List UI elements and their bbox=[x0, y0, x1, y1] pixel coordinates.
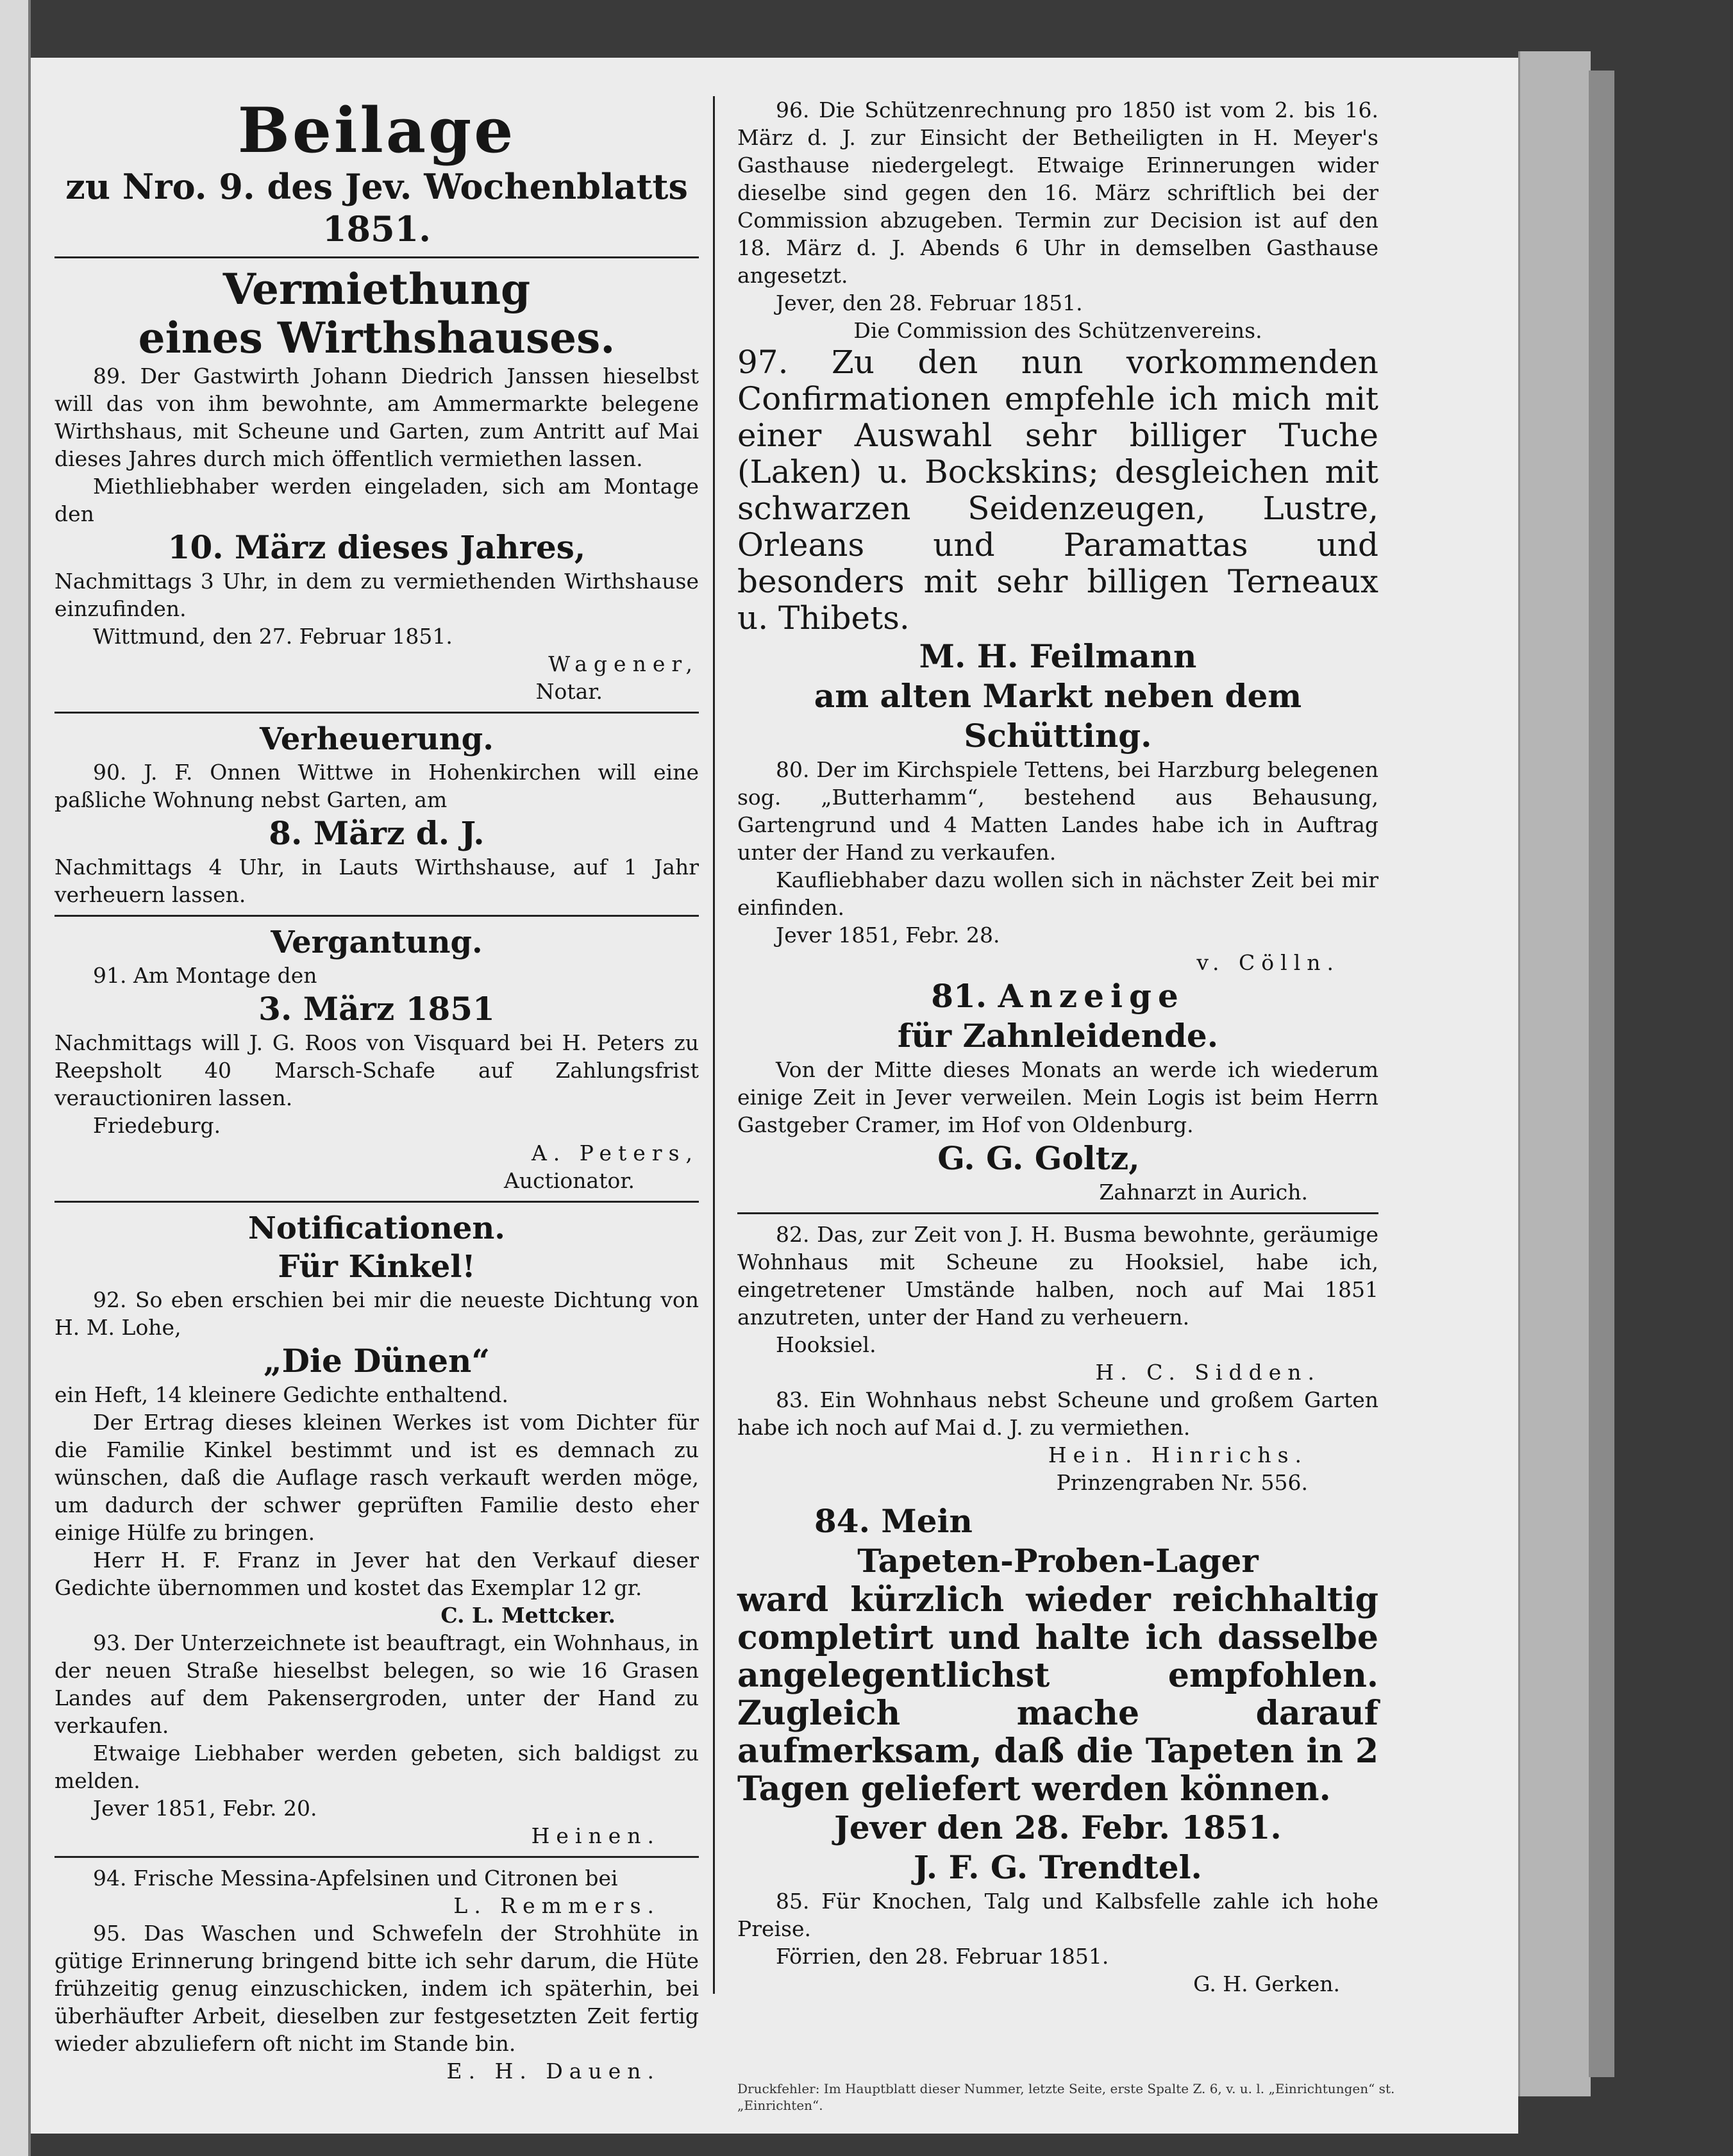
notice-92 bbox=[54, 1209, 699, 1629]
book-cover-edge bbox=[1589, 71, 1614, 2077]
notice-signature: Hein. Hinrichs. bbox=[1048, 1442, 1308, 1467]
page-subtitle: zu Nro. 9. des Jev. Wochenblatts 1851. bbox=[65, 166, 688, 249]
page-edge bbox=[1518, 51, 1591, 2096]
notice-role: Zahnarzt in Aurich. bbox=[1099, 1180, 1308, 1205]
notice-83 bbox=[737, 1386, 1378, 1496]
notice-85 bbox=[737, 1887, 1378, 1998]
notice-text: 94. Frische Messina-Apfelsinen und Citronen bei bbox=[93, 1866, 618, 1891]
notice-text: Von der Mitte dieses Monats an werde ich wiederum einige Zeit in Jever verweilen. Mein Logis ist beim Herrn Gastgeber Cramer, im Hof von Oldenburg. bbox=[737, 1057, 1378, 1137]
notice-95 bbox=[54, 1919, 699, 2085]
notice-place-date: Jever 1851, Febr. 20. bbox=[93, 1796, 317, 1821]
section-heading: Notificationen. bbox=[248, 1210, 505, 1246]
notice-text: Etwaige Liebhaber werden gebeten, sich baldigst zu melden. bbox=[54, 1741, 699, 1793]
notice-84 bbox=[737, 1501, 1378, 1887]
divider bbox=[54, 1856, 699, 1858]
right-column bbox=[737, 96, 1378, 1998]
notice-signature: v. Cölln. bbox=[1196, 950, 1340, 975]
column-divider bbox=[713, 96, 715, 1994]
divider bbox=[54, 1201, 699, 1203]
notice-89 bbox=[54, 265, 699, 705]
notice-heading: für Zahnleidende. bbox=[897, 1017, 1219, 1055]
advert-text: ward kürzlich wieder reichhaltig completirt und halte ich dasselbe angelegentlichst empfohlen. Zugleich mache darauf aufmerksam, daß die Tapeten in 2 Tagen geliefert werden können. bbox=[737, 1580, 1378, 1809]
notice-text: Herr H. F. Franz in Jever hat den Verkauf dieser Gedichte übernommen und kostet das Exemplar 12 gr. bbox=[54, 1548, 699, 1600]
notice-text: 80. Der im Kirchspiele Tettens, bei Harzburg belegenen sog. „Butterhamm“, bestehend aus Behausung, Gartengrund und 4 Matten Landes habe ich in Auftrag unter der Hand zu verkaufen. bbox=[737, 757, 1378, 865]
notice-text: 90. J. F. Onnen Wittwe in Hohenkirchen will eine paßliche Wohnung nebst Garten, am bbox=[54, 760, 699, 812]
notice-date: 8. März d. J. bbox=[269, 814, 485, 852]
notice-text: Miethliebhaber werden eingeladen, sich am Montage den bbox=[54, 474, 699, 526]
notice-place-date: Jever 1851, Febr. 28. bbox=[776, 923, 1000, 948]
notice-signature: H. C. Sidden. bbox=[1095, 1360, 1321, 1385]
errata-footer: Druckfehler: Im Hauptblatt dieser Nummer, letzte Seite, erste Spalte Z. 6, v. u. l. „Einrichtungen“ st. „Einrichten“. bbox=[737, 2081, 1395, 2113]
notice-heading: Vermiethung bbox=[222, 264, 531, 314]
advert-signature: M. H. Feilmann bbox=[919, 637, 1197, 675]
book-spine bbox=[0, 0, 31, 2156]
notice-text: 95. Das Waschen und Schwefeln der Strohhüte in gütige Erinnerung bringend bitte ich sehr darum, die Hüte frühzeitig genug einzuschicken, indem ich späterhin, bei überhäufter Arbeit, dieselben zur festgesetzten Zeit fertig wieder abzuliefern oft nicht im Stande bin. bbox=[54, 1921, 699, 2056]
notice-text: 92. So eben erschien bei mir die neueste Dichtung von H. M. Lohe, bbox=[54, 1287, 699, 1340]
notice-signature: G. H. Gerken. bbox=[1193, 1971, 1340, 1996]
notice-heading: eines Wirthshauses. bbox=[138, 313, 615, 363]
notice-91 bbox=[54, 923, 699, 1194]
notice-place-date: Jever, den 28. Februar 1851. bbox=[776, 290, 1083, 315]
notice-signature: G. G. Goltz, bbox=[937, 1139, 1140, 1177]
notice-96 bbox=[737, 96, 1378, 344]
notice-97 bbox=[737, 344, 1378, 756]
notice-heading bbox=[737, 976, 1378, 1016]
divider bbox=[737, 1212, 1378, 1214]
notice-heading: Für Kinkel! bbox=[278, 1249, 476, 1285]
notice-heading: Verheuerung. bbox=[260, 721, 494, 757]
notice-signature: E. H. Dauen. bbox=[446, 2059, 660, 2084]
notice-date: 10. März dieses Jahres, bbox=[167, 528, 586, 566]
notice-text: Nachmittags 4 Uhr, in Lauts Wirthshause, auf 1 Jahr verheuern lassen. bbox=[54, 855, 699, 907]
notice-role: Notar. bbox=[535, 679, 603, 704]
notice-signature: Heinen. bbox=[531, 1823, 660, 1848]
advert-address: am alten Markt neben dem Schütting. bbox=[814, 677, 1302, 755]
notice-date: 3. März 1851 bbox=[258, 990, 495, 1028]
notice-text: Nachmittags will J. G. Roos von Visquard bei H. Peters zu Reepsholt 40 Marsch-Schafe auf Zahlungsfrist verauctioniren lassen. bbox=[54, 1030, 699, 1110]
notice-place: Hooksiel. bbox=[776, 1332, 876, 1357]
notice-heading: Tapeten-Proben-Lager bbox=[857, 1542, 1259, 1580]
notice-number: 81. bbox=[931, 977, 987, 1015]
notice-heading-text: Anzeige bbox=[998, 977, 1185, 1015]
notice-place-date: Förrien, den 28. Februar 1851. bbox=[776, 1944, 1109, 1969]
book-title: „Die Dünen“ bbox=[263, 1342, 490, 1380]
notice-82 bbox=[737, 1221, 1378, 1386]
notice-address: Prinzengraben Nr. 556. bbox=[1056, 1470, 1308, 1495]
notice-text: Der Ertrag dieses kleinen Werkes ist vom Dichter für die Familie Kinkel bestimmt und ist es demnach zu wünschen, daß die Auflage rasch verkauft werden möge, um dadurch der schwer geprüften Familie desto eher einige Hülfe zu bringen. bbox=[54, 1410, 699, 1545]
left-column bbox=[54, 96, 699, 2085]
notice-heading: Vergantung. bbox=[271, 924, 483, 960]
notice-90 bbox=[54, 720, 699, 908]
notice-signature: Die Commission des Schützenvereins. bbox=[853, 318, 1262, 343]
notice-80 bbox=[737, 756, 1378, 976]
notice-signature: C. L. Mettcker. bbox=[440, 1603, 615, 1628]
notice-role: Auctionator. bbox=[504, 1168, 635, 1193]
divider bbox=[54, 256, 699, 258]
notice-text: 82. Das, zur Zeit von J. H. Busma bewohnte, geräumige Wohnhaus mit Scheune zu Hooksiel, habe ich, eingetretener Umstände halben, noch auf Mai 1851 anzutreten, unter der Hand zu verheuern. bbox=[737, 1222, 1378, 1330]
notice-place-date: Wittmund, den 27. Februar 1851. bbox=[93, 624, 453, 649]
notice-text: 85. Für Knochen, Talg und Kalbsfelle zahle ich hohe Preise. bbox=[737, 1889, 1378, 1941]
notice-81 bbox=[737, 976, 1378, 1206]
notice-signature: A. Peters, bbox=[531, 1141, 699, 1166]
notice-text: 91. Am Montage den bbox=[93, 963, 317, 988]
notice-text: 83. Ein Wohnhaus nebst Scheune und großem Garten habe ich noch auf Mai d. J. zu vermiethen. bbox=[737, 1387, 1378, 1440]
page-title: Beilage bbox=[237, 94, 516, 167]
notice-heading: 84. Mein bbox=[814, 1502, 973, 1540]
notice-text: 96. Die Schützenrechnung pro 1850 ist vom 2. bis 16. März d. J. zur Einsicht der Betheiligten in H. Meyer's Gasthause niedergelegt. Etwaige Erinnerungen wider dieselbe sind gegen den 16. März schriftlich bei der Commission abzugeben. Termin zur Decision ist auf den 18. März d. J. Abends 6 Uhr in demselben Gasthause angesetzt. bbox=[737, 97, 1378, 288]
notice-signature: L. Remmers. bbox=[453, 1893, 660, 1918]
divider bbox=[54, 712, 699, 714]
advert-text: 97. Zu den nun vorkommenden Confirmationen empfehle ich mich mit einer Auswahl sehr billiger Tuche (Laken) u. Bockskins; desgleichen mit schwarzen Seidenzeugen, Lustre, Orleans und Paramattas und besonders mit sehr billigen Terneaux u. Thibets. bbox=[737, 344, 1378, 637]
notice-text: Kaufliebhaber dazu wollen sich in nächster Zeit bei mir einfinden. bbox=[737, 867, 1378, 920]
notice-signature: J. F. G. Trendtel. bbox=[914, 1848, 1202, 1886]
notice-place: Friedeburg. bbox=[93, 1113, 221, 1138]
notice-93 bbox=[54, 1629, 699, 1850]
notice-text: 93. Der Unterzeichnete ist beauftragt, ein Wohnhaus, in der neuen Straße hieselbst belegen, so wie 16 Grasen Landes auf dem Pakensergroden, unter der Hand zu verkaufen. bbox=[54, 1630, 699, 1738]
divider bbox=[54, 915, 699, 917]
notice-text: ein Heft, 14 kleinere Gedichte enthaltend. bbox=[54, 1382, 509, 1407]
notice-text: 89. Der Gastwirth Johann Diedrich Janssen hieselbst will das von ihm bewohnte, am Ammermarkte belegene Wirthshaus, mit Scheune und Garten, zum Antritt auf Mai dieses Jahres durch mich öffentlich vermiethen lassen. bbox=[54, 364, 699, 471]
notice-94 bbox=[54, 1864, 699, 1919]
notice-signature: Wagener, bbox=[548, 651, 699, 676]
notice-place-date: Jever den 28. Febr. 1851. bbox=[834, 1809, 1282, 1846]
notice-text: Nachmittags 3 Uhr, in dem zu vermiethenden Wirthshause einzufinden. bbox=[54, 569, 699, 621]
